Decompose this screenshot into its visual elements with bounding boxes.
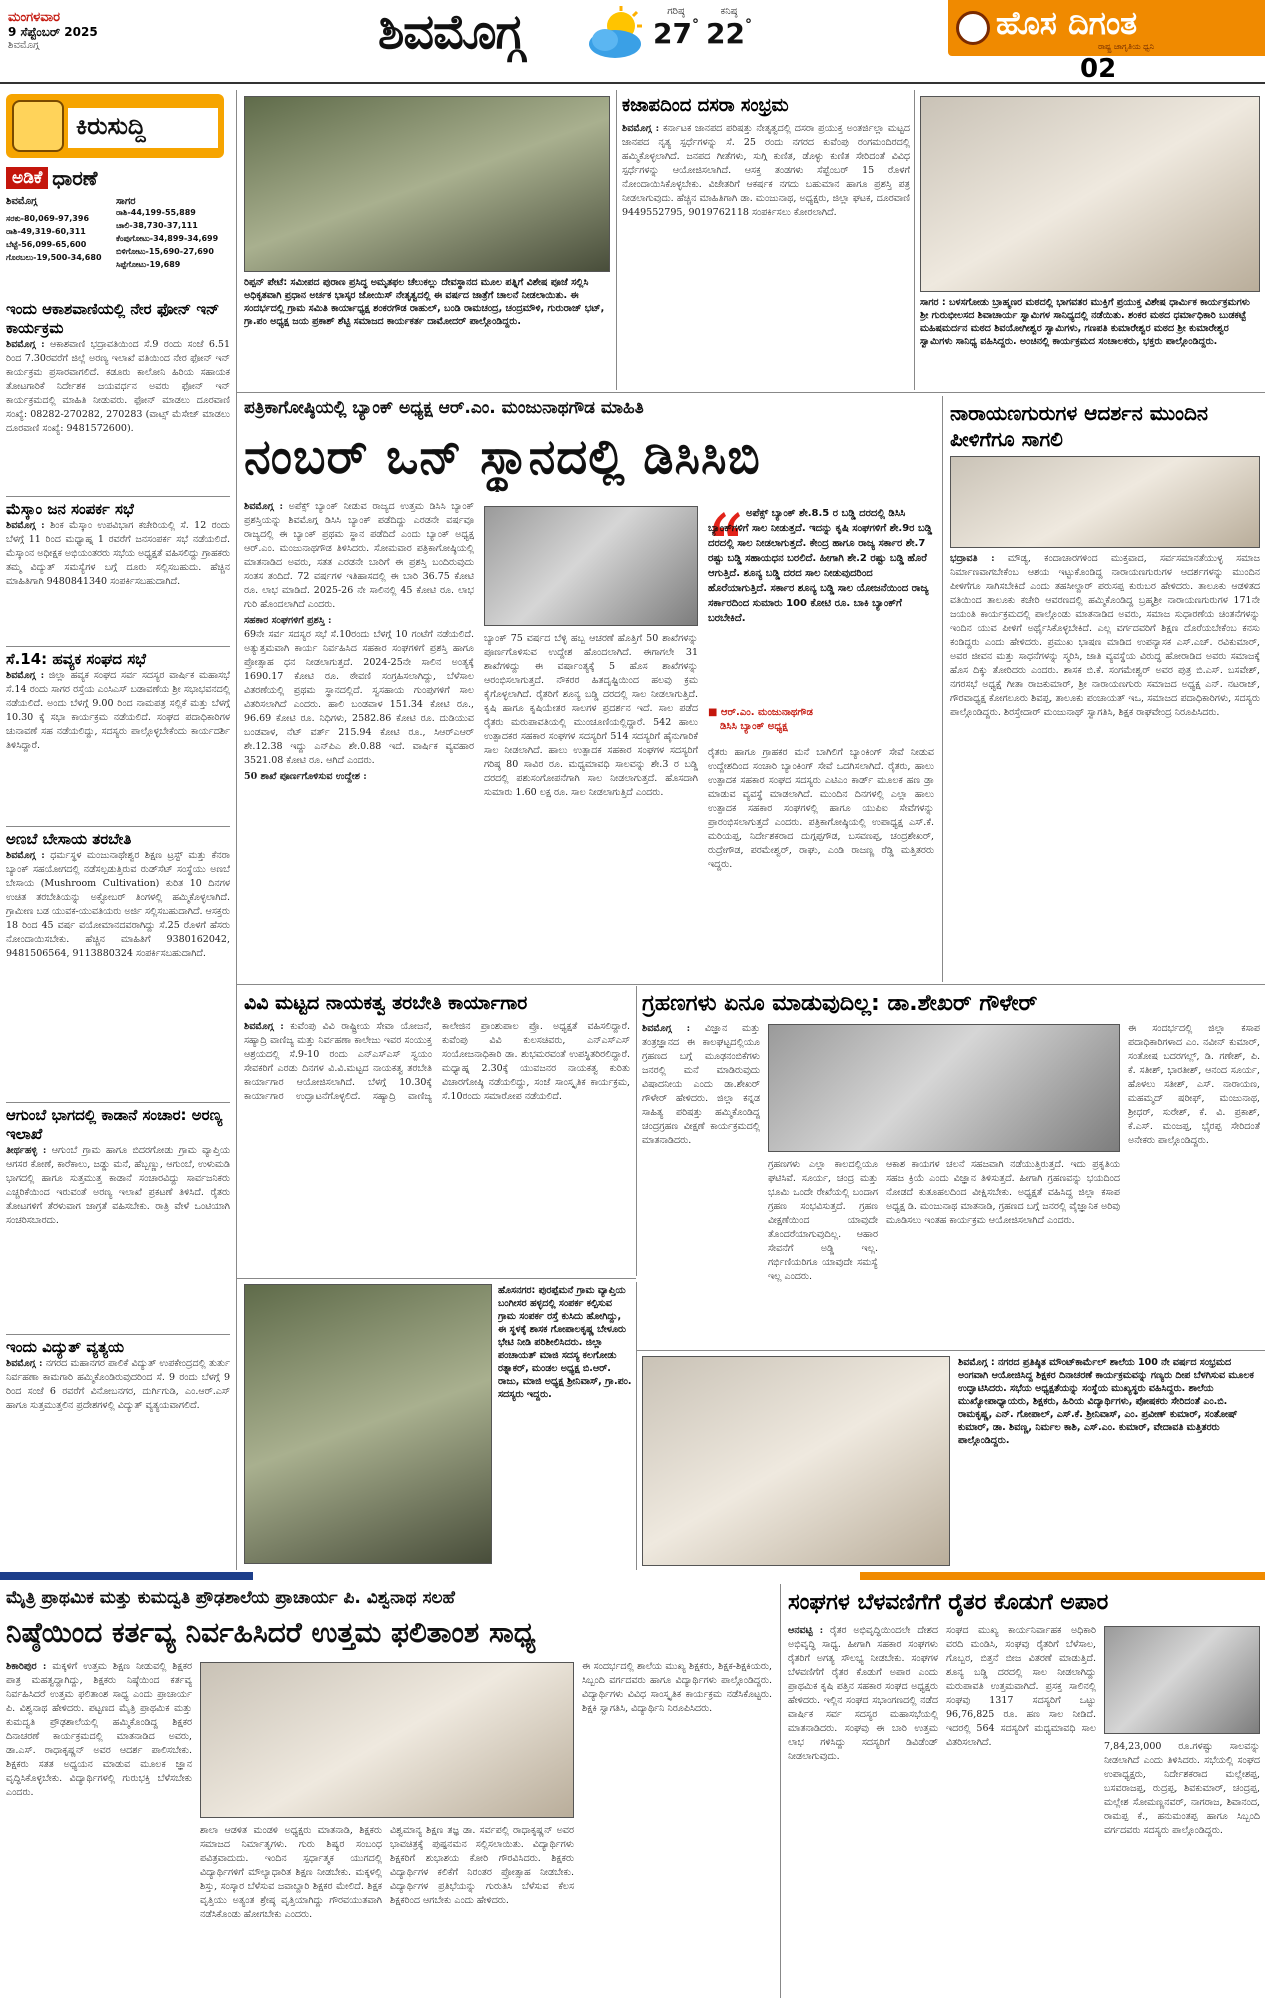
adike-price-box <box>6 166 230 292</box>
brief-text: ಆಕಾಶವಾಣಿ ಭದ್ರಾವತಿಯಿಂದ ಸೆ.9 ರಂದು ಸಂಜೆ 6.51 ರಿಂದ 7.30ರವರೆಗೆ ಜಿಲ್ಲೆ ಅರಣ್ಯ ಇಲಾಖೆ ವತಿಯಿಂದ ನೇರ ಫೋನ್ ಇನ್ ಕಾರ್ಯಕ್ರಮ ಪ್ರಸಾರವಾಗಲಿದೆ. ಕಡೂರು ಕಾಲೋನಿ ಹಿರಿಯ ಸಹಾಯಕ ತೋಟಗಾರಿಕೆ ನಿರ್ದೇಶಕ ಜಯವರ್ಧನ ಅವರು ಫೋನ್ ಇನ್ ಕಾರ್ಯಕ್ರಮದಲ್ಲಿ ಮಾಹಿತಿ ನೀಡುವರು. ಫೋನ್ ಮಾಡಲು ದೂರವಾಣಿ ಸಂಖ್ಯೆ: 08282-270282, 270283 (ವಾಟ್ಸ್ ಮೆಸೇಜ್ ಮಾಡಲು ದೂರವಾಣಿ ಸಂಖ್ಯೆ: 9481572600). <box>6 339 230 434</box>
hand-icon <box>12 100 64 152</box>
dccb-kicker: ಪತ್ರಿಕಾಗೋಷ್ಠಿಯಲ್ಲಿ ಬ್ಯಾಂಕ್ ಅಧ್ಯಕ್ಷ ಆರ್.ಎಂ. ಮಂಜುನಾಥಗೌಡ ಮಾಹಿತಿ <box>244 398 644 418</box>
maitri-text3: ವಿಶ್ವಮಾನ್ಯ ಶಿಕ್ಷಣ ತಜ್ಞ ಡಾ. ಸರ್ವಪಲ್ಲಿ ರಾಧಾಕೃಷ್ಣನ್ ಅವರ ಭಾವಚಿತ್ರಕ್ಕೆ ಪುಷ್ಪನಮನ ಸಲ್ಲಿಸಲಾಯಿತು. ವಿದ್ಯಾರ್ಥಿಗಳು ಶಿಕ್ಷಕರಿಗೆ ಶುಭಾಶಯ ಕೋರಿ ಗೌರವಿಸಿದರು. ಶಿಕ್ಷಕರು ವಿದ್ಯಾರ್ಥಿಗಳ ಕಲಿಕೆಗೆ ನಿರಂತರ ಪ್ರೋತ್ಸಾಹ ನೀಡಬೇಕು. ವಿದ್ಯಾರ್ಥಿಗಳ ಪ್ರತಿಭೆಯನ್ನು ಗುರುತಿಸಿ ಬೆಳೆಸುವ ಕೆಲಸ ಶಿಕ್ಷಕರಿಂದ ಆಗಬೇಕು ಎಂದು ಹೇಳಿದರು. <box>390 1825 574 1906</box>
dccb-sub1: ಸಹಕಾರ ಸಂಘಗಳಿಗೆ ಪ್ರಶಸ್ತಿ : <box>244 615 332 626</box>
city-title: ಶಿವಮೊಗ್ಗ <box>378 4 524 60</box>
school-event-photo <box>642 1356 950 1566</box>
hosanagara-caption: ಹೊಸನಗರ: ಪುರಪ್ಪೆಮನೆ ಗ್ರಾಮ ವ್ಯಾಪ್ತಿಯ ಬಂಗೀಸರ ಹಳ್ಳದಲ್ಲಿ ಸಂಪರ್ಕ ಕಲ್ಪಿಸುವ ಗ್ರಾಮ ಸಂಪರ್ಕ ರಸ್ತೆ ಕುಸಿದು ಹೋಗಿದ್ದು, ಈ ಸ್ಥಳಕ್ಕೆ ಶಾಸಕ ಗೋಪಾಲಕೃಷ್ಣ ಬೇಳೂರು ಭೇಟಿ ನೀಡಿ ಪರಿಶೀಲಿಸಿದರು. ಜಿಲ್ಲಾ ಪಂಚಾಯತ್ ಮಾಜಿ ಸದಸ್ಯ ಕಲಗೋಡು ರತ್ನಾಕರ್, ಮಂಡಲ ಅಧ್ಯಕ್ಷ ಬಿ.ಆರ್. ರಾಜು, ಮಾಜಿ ಅಧ್ಯಕ್ಷ ಶ್ರೀನಿವಾಸ್, ಗ್ರಾ.ಪಂ. ಸದಸ್ಯರು ಇದ್ದರು. <box>498 1285 632 1400</box>
brief-title: ಆಗುಂಬೆ ಭಾಗದಲ್ಲಿ ಕಾಡಾನೆ ಸಂಚಾರ: ಅರಣ್ಯ ಇಲಾಖೆ <box>6 1106 223 1143</box>
maitri-col3 <box>390 1824 574 1994</box>
dateline <box>8 10 208 70</box>
maitri-kicker: ಮೈತ್ರಿ ಪ್ರಾಥಮಿಕ ಮತ್ತು ಕುಮದ್ವತಿ ಪ್ರೌಢಶಾಲೆಯ ಪ್ರಾಚಾರ್ಯ ಪಿ. ವಿಶ್ವನಾಥ ಸಲಹೆ <box>6 1588 455 1608</box>
adike-row: ಚಾಲಿ-38,730-37,111 <box>116 221 198 230</box>
brief-lead: ಶಿವಮೊಗ್ಗ : <box>6 670 45 681</box>
adike-row: ಗೊರಬಲು-19,500-34,680 <box>6 253 102 262</box>
sagara-photo <box>920 96 1260 292</box>
dccb-quote-by <box>708 706 934 738</box>
paper-tagline: ರಾಷ್ಟ್ರ ಜಾಗೃತಿಯ ಧ್ವನಿ <box>1098 42 1155 51</box>
brief-title: ಇಂದು ಆಕಾಶವಾಣಿಯಲ್ಲಿ ನೇರ ಫೋನ್ ಇನ್ ಕಾರ್ಯಕ್ರಮ <box>6 300 220 337</box>
paper-name: ಹೊಸ ದಿಗಂತ <box>996 4 1138 42</box>
narayana-text: ಮೌಡ್ಯ, ಕಂದಾಚಾರಗಳಿಂದ ಮುಕ್ತವಾದ, ಸರ್ವಸಮಾನತೆಯುಳ್ಳ ಸಮಾಜ ನಿರ್ಮಾಣವಾಗಬೇಕೆಂಬ ಆಶಯ ಇಟ್ಟುಕೊಂಡಿದ್ದ ನಾರಾಯಣಗುರುಗಳ ಆದರ್ಶಗಳನ್ನು ಮುಂದಿನ ಪೀಳಿಗೆಗೂ ಸಾಗಿಸಬೇಕಿದೆ ಎಂದು ತಹಸೀಲ್ದಾರ್ ಪರುಸಪ್ಪ ಕುರುಬರ ಹೇಳಿದರು. ತಾಲೂಕು ಆಡಳಿತದ ವತಿಯಿಂದ ತಾಲೂಕು ಕಚೇರಿ ಆವರಣದಲ್ಲಿ ಹಮ್ಮಿಕೊಂಡಿದ್ದ ಬ್ರಹ್ಮಶ್ರೀ ನಾರಾಯಣಗುರುಗಳ 171ನೇ ಜಯಂತಿ ಕಾರ್ಯಕ್ರಮದಲ್ಲಿ ಪಾಲ್ಗೊಂಡು ಮಾತನಾಡಿದ ಅವರು, ಸಮಾಜ ಸುಧಾರಣೆಯ ಚಿಂತನೆಗಳನ್ನು ಇಂದಿನ ಯುವ ಪೀಳಿಗೆ ಅರ್ಥೈಸಿಕೊಳ್ಳಬೇಕಿದೆ. ಎಲ್ಲ ವರ್ಗದವರಿಗೆ ಶಿಕ್ಷಣ ದೊರೆಯಬೇಕೆಂಬ ಕನಸು ಕಂಡಿದ್ದರು ಎಂದು ಹೇಳಿದರು. ಪ್ರಮುಖ ಭಾಷಣ ಮಾಡಿದ ಉಪನ್ಯಾಸಕ ಎಸ್.ಎಚ್. ರವಿಕುಮಾರ್, ಅವರ ಜೀವನ ಮತ್ತು ಸಾಧನೆಗಳನ್ನು ಸ್ಮರಿಸಿ, ಜಾತಿ ವ್ಯವಸ್ಥೆಯ ವಿರುದ್ಧ ಹೋರಾಡಿದ ಅವರು ಸಮಾಜಕ್ಕೆ ಹೊಸ ದಿಕ್ಕು ತೋರಿದರು ಎಂದರು. ಶಾಸಕ ಬಿ.ಕೆ. ಸಂಗಮೇಶ್ವರ್ ಅವರ ಪುತ್ರ ಬಿ.ಎಸ್. ಬಸವೇಶ್, ನಗರಸಭೆ ಅಧ್ಯಕ್ಷೆ ಗೀತಾ ರಾಜಕುಮಾರ್, ಶ್ರೀ ನಾರಾಯಣಗುರು ಸಮಾಜದ ಅಧ್ಯಕ್ಷ ಎನ್. ನಟರಾಜ್, ಗೌರವಾಧ್ಯಕ್ಷ ಕೋಗಲೂರು ಶಿವಪ್ಪ, ತಾಲೂಕು ಪಂಚಾಯತ್ ಇಒ, ಸಮಾಜದ ಪದಾಧಿಕಾರಿಗಳು, ಸದಸ್ಯರು ಪಾಲ್ಗೊಂಡಿದ್ದರು. ಶಿರಸ್ತೇದಾರ್ ಮಂಜುನಾಥ್ ಸ್ವಾಗತಿಸಿ, ಶಿಕ್ಷಕ ರಾಘವೇಂದ್ರ ನಿರೂಪಿಸಿದರು. <box>950 553 1260 718</box>
narayana-lead: ಭದ್ರಾವತಿ : <box>950 553 995 564</box>
max-temp: 27 <box>653 17 692 50</box>
brief-1 <box>6 300 230 496</box>
school-event-caption: ಶಿವಮೊಗ್ಗ : ನಗರದ ಪ್ರತಿಷ್ಠಿತ ಮೌಂಟ್‌ಕಾರ್ಮೆಲ್ ಶಾಲೆಯ 100 ನೇ ವರ್ಷದ ಸಂಭ್ರಮದ ಅಂಗವಾಗಿ ಆಯೋಜಿಸಿದ್ದ ಶಿಕ್ಷಕರ ದಿನಾಚರಣೆ ಕಾರ್ಯಕ್ರಮವನ್ನು ಗಣ್ಯರು ದೀಪ ಬೆಳಗಿಸುವ ಮೂಲಕ ಉದ್ಘಾಟಿಸಿದರು. ಸಭೆಯ ಅಧ್ಯಕ್ಷತೆಯನ್ನು ಸಂಸ್ಥೆಯ ಮುಖ್ಯಸ್ಥರು ವಹಿಸಿದ್ದರು. ಶಾಲೆಯ ಮುಖ್ಯೋಪಾಧ್ಯಾಯರು, ಶಿಕ್ಷಕರು, ಹಿರಿಯ ವಿದ್ಯಾರ್ಥಿಗಳು, ಪೋಷಕರು ಸೇರಿದಂತೆ ಎಂ.ಬಿ. ರಾಮಕೃಷ್ಣ, ಎನ್. ಗೋಪಾಲ್, ಎಸ್.ಕೆ. ಶ್ರೀನಿವಾಸ್, ಎಂ. ಪ್ರವೀಣ್ ಕುಮಾರ್, ಸಂತೋಷ್ ಕುಮಾರ್, ಡಾ. ಶಿವಣ್ಣ, ನಿರ್ಮಲ ಕಾಶಿ, ಎಸ್.ಎಂ. ಕುಮಾರ್, ವೇದಾವತಿ ಮತ್ತಿತರರು ಪಾಲ್ಗೊಂಡಿದ್ದರು. <box>958 1357 1254 1446</box>
maitri-col4 <box>582 1660 772 1994</box>
brief-lead: ಶಿವಮೊಗ್ಗ : <box>6 339 45 350</box>
narayana-title: ನಾರಾಯಣಗುರುಗಳ ಆದರ್ಶನ ಮುಂದಿನ ಪೀಳಿಗೆಗೂ ಸಾಗಲಿ <box>950 401 1208 451</box>
min-degree: ° <box>744 17 752 33</box>
ripponpete-photo <box>244 96 610 272</box>
dccb-col3 <box>708 746 934 976</box>
sanghagala-title: ಸಂಘಗಳ ಬೆಳವಣಿಗೆಗೆ ರೈತರ ಕೊಡುಗೆ ಅಪಾರ <box>788 1590 1109 1615</box>
quote-by-name: ■ ಆರ್.ಎಂ. ಮಂಜುನಾಥಗೌಡ <box>708 707 813 718</box>
section-divider <box>0 1572 1265 1580</box>
weather-max <box>652 6 700 66</box>
weather-min <box>705 6 753 66</box>
ripponpete-caption: ರಿಪ್ಪನ್ ಪೇಟೆ: ಸಮೀಪದ ಪುರಾಣ ಪ್ರಸಿದ್ಧ ಅಮೃತಫಲ ಚೆಲುಕಲ್ಲು ದೇವಸ್ಥಾನದ ಮೂಲ ಪತ್ನಿಗೆ ವಿಶೇಷ ಪೂಜೆ ಸಲ್ಲಿಸಿ ಅಧಿಕೃತವಾಗಿ ಪ್ರಧಾನ ಅರ್ಚಕ ಭಾಸ್ಕರ ಜೋಯಿಸ್ ನೇತೃತ್ವದಲ್ಲಿ ಈ ವರ್ಷದ ಜಾತ್ರೆಗೆ ಚಾಲನೆ ನೀಡಲಾಯಿತು. ಈ ಸಂದರ್ಭದಲ್ಲಿ ಗ್ರಾಮ ಸಮಿತಿ ಕಾರ್ಯಾಧ್ಯಕ್ಷ ಶಂಕರಗೌಡ ರಾಹುಲ್, ಬಂಡಿ ರಾಮಚಂದ್ರ, ಚಂದ್ರಮೌಳಿ, ಗುರುರಾಜ್ ಭಟ್, ಗ್ರಾ.ಪಂ ಅಧ್ಯಕ್ಷ ಜಯ ಪ್ರಕಾಶ್ ಶೆಟ್ಟಿ ಸಮಾಜದ ಕಾರ್ಯಕರ್ತ ದಾಮೋದರ್ ಪಾಲ್ಗೊಂಡಿದ್ದರು. <box>244 277 605 327</box>
sanghagala-text2: ಸಂಘದ ಮುಖ್ಯ ಕಾರ್ಯನಿರ್ವಾಹಕ ಅಧಿಕಾರಿ ವರದಿ ಮಂಡಿಸಿ, ಸಂಘವು ರೈತರಿಗೆ ಬೆಳೆಸಾಲ, ಗೊಬ್ಬರ, ಬಿತ್ತನೆ ಬೀಜ ವಿತರಣೆ ಮಾಡುತ್ತಿದೆ. ಶೂನ್ಯ ಬಡ್ಡಿ ದರದಲ್ಲಿ ಸಾಲ ನೀಡಲಾಗಿದ್ದು ಮರುಪಾವತಿ ಉತ್ತಮವಾಗಿದೆ. ಪ್ರಸಕ್ತ ಸಾಲಿನಲ್ಲಿ ಸಂಘವು 1317 ಸದಸ್ಯರಿಗೆ ಒಟ್ಟು 96,76,825 ರೂ. ಹಣ ಸಾಲ ನೀಡಿದೆ. ಇದರಲ್ಲಿ 564 ಸದಸ್ಯರಿಗೆ ಮಧ್ಯಮಾವಧಿ ಸಾಲ ವಿತರಿಸಲಾಗಿದೆ. <box>946 1625 1096 1748</box>
masthead <box>0 0 1265 82</box>
sanghagala-text1: ರೈತರ ಅಭಿವೃದ್ಧಿಯಿಂದಲೇ ದೇಶದ ಅಭಿವೃದ್ಧಿ ಸಾಧ್ಯ. ಹೀಗಾಗಿ ಸಹಕಾರ ಸಂಘಗಳು ರೈತರಿಗೆ ಅಗತ್ಯ ಸೌಲಭ್ಯ ನೀಡಬೇಕು. ಸಂಘಗಳ ಬೆಳವಣಿಗೆಗೆ ರೈತರ ಕೊಡುಗೆ ಅಪಾರ ಎಂದು ಪ್ರಾಥಮಿಕ ಕೃಷಿ ಪತ್ತಿನ ಸಹಕಾರ ಸಂಘದ ಅಧ್ಯಕ್ಷರು ಹೇಳಿದರು. ಇಲ್ಲಿನ ಸಂಘದ ಸಭಾಂಗಣದಲ್ಲಿ ನಡೆದ ವಾರ್ಷಿಕ ಸರ್ವ ಸದಸ್ಯರ ಮಹಾಸಭೆಯಲ್ಲಿ ಮಾತನಾಡಿದರು. ಸಂಘವು ಈ ಬಾರಿ ಉತ್ತಮ ಲಾಭ ಗಳಿಸಿದ್ದು ಸದಸ್ಯರಿಗೆ ಡಿವಿಡೆಂಡ್ ನೀಡಲಾಗುವುದು. <box>788 1625 938 1762</box>
brief-title: ಸೆ.14: ಹವ್ಯಕ ಸಂಘದ ಸಭೆ <box>6 650 147 668</box>
left-news-column <box>6 300 230 1568</box>
adike-right-list <box>116 206 230 292</box>
page-number: 02 <box>1080 54 1117 82</box>
brief-5 <box>6 1102 230 1334</box>
grahana-text2: ಗ್ರಹಣಗಳು ಎಲ್ಲಾ ಕಾಲದಲ್ಲಿಯೂ ಘಟಿಸಿವೆ. ಸೂರ್ಯ, ಚಂದ್ರ ಮತ್ತು ಭೂಮಿ ಒಂದೇ ರೇಖೆಯಲ್ಲಿ ಬಂದಾಗ ಗ್ರಹಣ ಸಂಭವಿಸುತ್ತದೆ. ಗ್ರಹಣ ವೀಕ್ಷಣೆಯಿಂದ ಯಾವುದೇ ತೊಂದರೆಯಾಗುವುದಿಲ್ಲ. ಆಹಾರ ಸೇವನೆಗೆ ಅಡ್ಡಿ ಇಲ್ಲ. ಗರ್ಭಿಣಿಯರಿಗೂ ಯಾವುದೇ ಸಮಸ್ಯೆ ಇಲ್ಲ ಎಂದರು. <box>768 1159 878 1282</box>
dccb-sub2: 50 ಶಾಖೆ ಪೂರ್ಣಗೊಳಿಸುವ ಉದ್ದೇಶ : <box>244 771 367 782</box>
brief-text: ನಗರದ ಮಹಾನಗರ ಪಾಲಿಕೆ ವಿದ್ಯುತ್ ಉಪಕೇಂದ್ರದಲ್ಲಿ ತುರ್ತು ನಿರ್ವಹಣಾ ಕಾಮಗಾರಿ ಹಮ್ಮಿಕೊಂಡಿರುವುದರಿಂದ ಸೆ. 9 ರಂದು ಬೆಳಗ್ಗೆ 9 ರಿಂದ ಸಂಜೆ 6 ರವರೆಗೆ ವಿನೋಬನಗರ, ದುರ್ಗಿಗುಡಿ, ಎಂ.ಆರ್.ಎಸ್ ಹಾಗೂ ಸುತ್ತಮುತ್ತಲಿನ ಪ್ರದೇಶಗಳಲ್ಲಿ ವಿದ್ಯುತ್ ವ್ಯತ್ಯಯವಾಗಲಿದೆ. <box>6 1358 230 1411</box>
dateline-day: ಮಂಗಳವಾರ <box>8 10 61 25</box>
max-label: ಗರಿಷ್ಠ <box>667 6 685 17</box>
adike-title-b: ಧಾರಣೆ <box>52 166 98 190</box>
dccb-col2 <box>484 632 698 976</box>
dccb-headline: ನಂಬರ್ ಒನ್ ಸ್ಥಾನದಲ್ಲಿ ಡಿಸಿಸಿಬಿ <box>244 429 761 485</box>
dccb-text2: 69ನೇ ಸರ್ವ ಸದಸ್ಯರ ಸಭೆ ಸೆ.10ರಂದು ಬೆಳಗ್ಗೆ 10 ಗಂಟೆಗೆ ನಡೆಯಲಿದೆ. ಅತ್ಯುತ್ತಮವಾಗಿ ಕಾರ್ಯ ನಿರ್ವಹಿಸಿದ ಸಹಕಾರ ಸಂಘಗಳಿಗೆ ಪ್ರಶಸ್ತಿ ಹಾಗೂ ಪ್ರೋತ್ಸಾಹ ಧನ ನೀಡಲಾಗುತ್ತದೆ. 2024-25ನೇ ಸಾಲಿನ ಅಂತ್ಯಕ್ಕೆ 1690.17 ಕೋಟಿ ರೂ. ಠೇವಣಿ ಸಂಗ್ರಹಿಸಲಾಗಿದ್ದು, ಬೆಳೆಸಾಲ ವಿತರಣೆಯಲ್ಲಿ ಪ್ರಥಮ ಸ್ಥಾನದಲ್ಲಿದೆ. ಸ್ವಸಹಾಯ ಗುಂಪುಗಳಿಗೆ ಸಾಲ ವಿತರಿಸಲಾಗಿದೆ ಎಂದರು. ಹಾಲಿ ಬಂಡವಾಳ 151.34 ಕೋಟಿ ರೂ., 96.69 ಕೋಟಿ ರೂ. ನಿಧಿಗಳು, 2582.86 ಕೋಟಿ ರೂ. ದುಡಿಯುವ ಬಂಡವಾಳ, ನೆಟ್ ವರ್ತ್ 215.94 ಕೋಟಿ ರೂ., ಸಿಆರ್‌ಎಆರ್ ಶೇ.12.38 ಇದ್ದು ಎನ್‌ಪಿಎ ಶೇ.0.88 ಇದೆ. ವಾರ್ಷಿಕ ವ್ಯವಹಾರ 3521.08 ಕೋಟಿ ರೂ. ಆಗಿದೆ ಎಂದರು. <box>244 629 474 766</box>
maitri-col1 <box>6 1660 192 1994</box>
dasara-story <box>622 94 910 388</box>
weather-cloud-icon <box>585 6 645 62</box>
grahana-col2 <box>768 1158 878 1342</box>
adike-col2-head: ಸಾಗರ <box>116 196 136 207</box>
adike-left-list <box>6 212 116 292</box>
grahana-col3 <box>886 1158 1120 1342</box>
grahana-story <box>642 990 1260 1346</box>
brief-lead: ಶಿವಮೊಗ್ಗ : <box>6 1358 43 1369</box>
sanghagala-photo <box>1104 1626 1260 1734</box>
dccb-text3: ಬ್ಯಾಂಕ್ 75 ವರ್ಷದ ಬೆಳ್ಳಿ ಹಬ್ಬ ಆಚರಣೆ ಹೊತ್ತಿಗೆ 50 ಶಾಖೆಗಳನ್ನು ಪೂರ್ಣಗೊಳಿಸುವ ಉದ್ದೇಶ ಹೊಂದಲಾಗಿದೆ. ಈಗಾಗಲೇ 31 ಶಾಖೆಗಳಿದ್ದು ಈ ವರ್ಷಾಂತ್ಯಕ್ಕೆ 5 ಹೊಸ ಶಾಖೆಗಳನ್ನು ಆರಂಭಿಸಲಾಗುತ್ತದೆ. ನೌಕರರ ಹಿತದೃಷ್ಟಿಯಿಂದ ಹಲವು ಕ್ರಮ ಕೈಗೊಳ್ಳಲಾಗಿದೆ. ರೈತರಿಗೆ ಶೂನ್ಯ ಬಡ್ಡಿ ದರದಲ್ಲಿ ಸಾಲ ನೀಡಲಾಗುತ್ತಿದೆ. ಕೃಷಿ ಹಾಗೂ ಕೃಷಿಯೇತರ ಸಾಲಗಳ ಪ್ರದರ್ಶನ ಇದೆ. ಸಾಲ ಪಡೆದ ರೈತರು ಮರುಪಾವತಿಯಲ್ಲಿ ಮುಂಚೂಣಿಯಲ್ಲಿದ್ದಾರೆ. 542 ಹಾಲು ಉತ್ಪಾದಕರ ಸಹಕಾರ ಸಂಘಗಳ ಸದಸ್ಯರಿಗೆ 514 ಸದಸ್ಯರಿಗೆ ಹೈನುಗಾರಿಕೆ ಸಾಲ ನೀಡಲಾಗಿದೆ. ಹಾಲು ಉತ್ಪಾದಕ ಸಹಕಾರ ಸಂಘಗಳ ಸದಸ್ಯರಿಗೆ ಗರಿಷ್ಠ 80 ಸಾವಿರ ರೂ. ಮಧ್ಯಮಾವಧಿ ಸಾಲವನ್ನು ಶೇ.3 ರ ಬಡ್ಡಿ ದರದಲ್ಲಿ ಪಶುಸಂಗೋಪನೆಗಾಗಿ ಸಾಲ ನೀಡಲಾಗುತ್ತದೆ. ಹೊಸದಾಗಿ ಸುಮಾರು 1.60 ಲಕ್ಷ ರೂ. ಸಾಲ ನೀಡಲಾಗುತ್ತಿದೆ ಎಂದರು. <box>484 633 698 798</box>
brief-title: ಅಣಬೆ ಬೇಸಾಯ ತರಬೇತಿ <box>6 830 132 848</box>
adike-row: ರಾಶಿ-44,199-55,889 <box>116 208 196 217</box>
max-degree: ° <box>691 17 699 33</box>
sanghagala-story <box>788 1588 1260 1994</box>
maitri-text4: ಈ ಸಂದರ್ಭದಲ್ಲಿ ಶಾಲೆಯ ಮುಖ್ಯ ಶಿಕ್ಷಕರು, ಶಿಕ್ಷಕ-ಶಿಕ್ಷಕಿಯರು, ಸಿಬ್ಬಂದಿ ವರ್ಗದವರು ಹಾಗೂ ವಿದ್ಯಾರ್ಥಿಗಳು ಪಾಲ್ಗೊಂಡಿದ್ದರು. ವಿದ್ಯಾರ್ಥಿಗಳು ವಿವಿಧ ಸಾಂಸ್ಕೃತಿಕ ಕಾರ್ಯಕ್ರಮ ನಡೆಸಿಕೊಟ್ಟರು. ಶಿಕ್ಷಕಿ ಸ್ವಾಗತಿಸಿ, ವಿದ್ಯಾರ್ಥಿನಿ ನಿರೂಪಿಸಿದರು. <box>582 1661 772 1714</box>
adike-row: ಬಿಳಿಗೋಟು-15,690-27,690 <box>116 247 214 256</box>
grahana-title: ಗ್ರಹಣಗಳು ಏನೂ ಮಾಡುವುದಿಲ್ಲ: ಡಾ.ಶೇಖರ್ ಗೌಳೇರ್ <box>642 991 1038 1016</box>
narayana-photo <box>950 456 1260 548</box>
adike-row: ಸಿಪ್ಪೆಗೋಟು-19,689 <box>116 260 181 269</box>
brief-lead: ತೀರ್ಥಹಳ್ಳಿ : <box>6 1145 47 1156</box>
maitri-photo <box>200 1662 574 1818</box>
maitri-text2: ಶಾಲಾ ಆಡಳಿತ ಮಂಡಳಿ ಅಧ್ಯಕ್ಷರು ಮಾತನಾಡಿ, ಶಿಕ್ಷಕರು ಸಮಾಜದ ನಿರ್ಮಾತೃಗಳು. ಗುರು ಶಿಷ್ಯರ ಸಂಬಂಧ ಪವಿತ್ರವಾದುದು. ಇಂದಿನ ಸ್ಪರ್ಧಾತ್ಮಕ ಯುಗದಲ್ಲಿ ವಿದ್ಯಾರ್ಥಿಗಳಿಗೆ ಮೌಲ್ಯಾಧಾರಿತ ಶಿಕ್ಷಣ ನೀಡಬೇಕು. ಮಕ್ಕಳಲ್ಲಿ ಶಿಸ್ತು, ಸಂಸ್ಕಾರ ಬೆಳೆಸುವ ಜವಾಬ್ದಾರಿ ಶಿಕ್ಷಕರ ಮೇಲಿದೆ. ಶಿಕ್ಷಕ ವೃತ್ತಿಯು ಅತ್ಯಂತ ಶ್ರೇಷ್ಠ ವೃತ್ತಿಯಾಗಿದ್ದು ಗೌರವಯುತವಾಗಿ ನಡೆಸಿಕೊಂಡು ಹೋಗಬೇಕು ಎಂದರು. <box>200 1825 382 1920</box>
logo-emblem-icon <box>956 11 990 45</box>
dasara-text: ಕರ್ನಾಟಕ ಜಾನಪದ ಪರಿಷತ್ತು ನೇತೃತ್ವದಲ್ಲಿ ದಸರಾ ಪ್ರಯುಕ್ತ ಅಂತರ್ಜಿಲ್ಲಾ ಮಟ್ಟದ ಜಾನಪದ ನೃತ್ಯ ಸ್ಪರ್ಧೆಗಳನ್ನು ಸೆ. 25 ರಂದು ನಗರದ ಕುವೆಂಪು ರಂಗಮಂದಿರದಲ್ಲಿ ಹಮ್ಮಿಕೊಳ್ಳಲಾಗಿದೆ. ಜನಪದ ಗೀತೆಗಳು, ಸುಗ್ಗಿ ಕುಣಿತ, ಡೊಳ್ಳು ಕುಣಿತ ಸೇರಿದಂತೆ ವಿವಿಧ ಸ್ಪರ್ಧೆಗಳನ್ನು ಆಯೋಜಿಸಲಾಗಿದೆ. ಆಸಕ್ತ ತಂಡಗಳು ಸೆಪ್ಟೆಂಬರ್ 15 ರೊಳಗೆ ನೋಂದಾಯಿಸಿಕೊಳ್ಳಬೇಕು. ವಿಜೇತರಿಗೆ ಆಕರ್ಷಕ ನಗದು ಬಹುಮಾನ ಹಾಗೂ ಪ್ರಶಸ್ತಿ ಪತ್ರ ನೀಡಲಾಗುವುದು. ಹೆಚ್ಚಿನ ಮಾಹಿತಿಗಾಗಿ ಡಾ. ಮಂಜುನಾಥ, ಅಧ್ಯಕ್ಷರು, ಜಿಲ್ಲಾ ಘಟಕ, ದೂರವಾಣಿ 9449552795, 9019762118 ಸಂಪರ್ಕಿಸಲು ಕೋರಲಾಗಿದೆ. <box>622 123 910 218</box>
grahana-text1: ವಿಜ್ಞಾನ ಮತ್ತು ತಂತ್ರಜ್ಞಾನದ ಈ ಕಾಲಘಟ್ಟದಲ್ಲಿಯೂ ಗ್ರಹಣದ ಬಗ್ಗೆ ಮೂಢನಂಬಿಕೆಗಳು ಜನರಲ್ಲಿ ಮನೆ ಮಾಡಿರುವುದು ವಿಷಾದನೀಯ ಎಂದು ಡಾ.ಶೇಖರ್ ಗೌಳೇರ್ ಹೇಳಿದರು. ಜಿಲ್ಲಾ ಕನ್ನಡ ಸಾಹಿತ್ಯ ಪರಿಷತ್ತು ಹಮ್ಮಿಕೊಂಡಿದ್ದ ಚಂದ್ರಗ್ರಹಣ ವೀಕ್ಷಣೆ ಕಾರ್ಯಕ್ರಮದಲ್ಲಿ ಮಾತನಾಡಿದರು. <box>642 1023 760 1146</box>
brief-3 <box>6 646 230 826</box>
vivi-title: ವಿವಿ ಮಟ್ಟದ ನಾಯಕತ್ವ ತರಬೇತಿ ಕಾರ್ಯಾಗಾರ <box>244 992 528 1014</box>
dccb-text1: ಅಪೆಕ್ಸ್ ಬ್ಯಾಂಕ್ ನೀಡುವ ರಾಜ್ಯದ ಉತ್ತಮ ಡಿಸಿಸಿ ಬ್ಯಾಂಕ್ ಪ್ರಶಸ್ತಿಯನ್ನು ಶಿವಮೊಗ್ಗ ಡಿಸಿಸಿ ಬ್ಯಾಂಕ್ ಪಡೆದಿದ್ದು ಎರಡನೇ ವರ್ಷವೂ ರಾಜ್ಯದಲ್ಲಿ ಈ ಬ್ಯಾಂಕ್ ಪ್ರಥಮ ಸ್ಥಾನ ಪಡೆದಿದೆ ಎಂದು ಬ್ಯಾಂಕ್ ಅಧ್ಯಕ್ಷ ಆರ್.ಎಂ. ಮಂಜುನಾಥಗೌಡ ತಿಳಿಸಿದರು. ಸೋಮವಾರ ಪತ್ರಿಕಾಗೋಷ್ಠಿಯಲ್ಲಿ ಮಾತನಾಡಿದ ಅವರು, ಸತತ ಎರಡನೇ ಬಾರಿಗೆ ಈ ಪ್ರಶಸ್ತಿ ಬಂದಿರುವುದು ಸಂತಸ ತಂದಿದೆ. 72 ವರ್ಷಗಳ ಇತಿಹಾಸದಲ್ಲಿ ಈ ಬಾರಿ 36.75 ಕೋಟಿ ರೂ. ಲಾಭ ಮಾಡಿದೆ. 2025-26 ನೇ ಸಾಲಿನಲ್ಲಿ 45 ಕೋಟಿ ರೂ. ಲಾಭ ಗುರಿ ಹೊಂದಲಾಗಿದೆ ಎಂದರು. <box>244 501 474 610</box>
dccb-text4: ರೈತರು ಹಾಗೂ ಗ್ರಾಹಕರ ಮನೆ ಬಾಗಿಲಿಗೆ ಬ್ಯಾಂಕಿಂಗ್ ಸೇವೆ ನೀಡುವ ಉದ್ದೇಶದಿಂದ ಸಂಚಾರಿ ಬ್ಯಾಂಕಿಂಗ್ ಸೇವೆ ಒದಗಿಸಲಾಗಿದೆ. ರೈತರು, ಹಾಲು ಉತ್ಪಾದಕ ಸಹಕಾರ ಸಂಘದ ಸದಸ್ಯರು ಎಟಿಎಂ ಕಾರ್ಡ್ ಮೂಲಕ ಹಣ ಡ್ರಾ ಮಾಡುವ ವ್ಯವಸ್ಥೆ ಮಾಡಲಾಗಿದೆ. ಮುಂದಿನ ದಿನಗಳಲ್ಲಿ ಎಲ್ಲಾ ಹಾಲು ಉತ್ಪಾದಕ ಸಹಕಾರ ಸಂಘಗಳಲ್ಲಿ ಹಾಗೂ ಯುಪಿಐ ಸೇವೆಗಳನ್ನು ಪ್ರಾರಂಭಿಸಲಾಗುತ್ತದೆ ಎಂದರು. ಪತ್ರಿಕಾಗೋಷ್ಠಿಯಲ್ಲಿ ಉಪಾಧ್ಯಕ್ಷ ಎಸ್.ಕೆ. ಮರಿಯಪ್ಪ, ನಿರ್ದೇಶಕರಾದ ದುಗ್ಗಪ್ಪಗೌಡ, ಬಸವಣಪ್ಪ, ಚಂದ್ರಶೇಖರ್, ರುದ್ರೇಗೌಡ, ಪರಮೇಶ್ವರ್, ರಾಘು, ಎಂಡಿ ರಾಜಣ್ಣ ರೆಡ್ಡಿ ಮತ್ತಿತರರು ಇದ್ದರು. <box>708 747 934 870</box>
kirusuddi-label: ಕಿರುಸುದ್ದಿ <box>68 108 218 148</box>
maitri-headline: ನಿಷ್ಠೆಯಿಂದ ಕರ್ತವ್ಯ ನಿರ್ವಹಿಸಿದರೆ ಉತ್ತಮ ಫಲಿತಾಂಶ ಸಾಧ್ಯ <box>6 1616 536 1649</box>
kirusuddi-banner <box>6 94 224 158</box>
dccb-lead: ಶಿವಮೊಗ್ಗ : <box>244 501 283 512</box>
paper-logo <box>948 0 1265 56</box>
hosanagara-photo <box>244 1284 492 1564</box>
adike-row: ಸರಕು-80,069-97,396 <box>6 214 90 223</box>
dccb-quote-box <box>708 506 934 740</box>
dasara-title: ಕಜಾಪದಿಂದ ದಸರಾ ಸಂಭ್ರಮ <box>622 95 789 116</box>
sanghagala-col3 <box>1104 1740 1260 1994</box>
brief-title: ಮೆಸ್ಕಾಂ ಜನ ಸಂಪರ್ಕ ಸಭೆ <box>6 500 134 518</box>
min-temp: 22 <box>706 17 745 50</box>
grahana-text3: ಆಕಾಶ ಕಾಯಗಳ ಚಲನೆ ಸಹಜವಾಗಿ ನಡೆಯುತ್ತಿರುತ್ತದೆ. ಇದು ಪ್ರಕೃತಿಯ ಸಹಜ ಕ್ರಿಯೆ ಎಂದು ವಿಜ್ಞಾನ ತಿಳಿಸುತ್ತದೆ. ಹೀಗಾಗಿ ಗ್ರಹಣವನ್ನು ಭಯದಿಂದ ನೋಡದೆ ಕುತೂಹಲದಿಂದ ವೀಕ್ಷಿಸಬೇಕು. ಅಧ್ಯಕ್ಷತೆ ವಹಿಸಿದ್ದ ಜಿಲ್ಲಾ ಕಸಾಪ ಅಧ್ಯಕ್ಷ ಡಿ. ಮಂಜುನಾಥ ಮಾತನಾಡಿ, ಗ್ರಹಣದ ಬಗ್ಗೆ ಜನರಲ್ಲಿ ವೈಜ್ಞಾನಿಕ ಅರಿವು ಮೂಡಿಸಲು ಇಂತಹ ಕಾರ್ಯಕ್ರಮ ಆಯೋಜಿಸಲಾಗಿದೆ ಎಂದರು. <box>886 1159 1120 1226</box>
maitri-text1: ಮಕ್ಕಳಿಗೆ ಉತ್ತಮ ಶಿಕ್ಷಣ ನೀಡುವಲ್ಲಿ ಶಿಕ್ಷಕರ ಪಾತ್ರ ಮಹತ್ವದ್ದಾಗಿದ್ದು, ಶಿಕ್ಷಕರು ನಿಷ್ಠೆಯಿಂದ ಕರ್ತವ್ಯ ನಿರ್ವಹಿಸಿದರೆ ಉತ್ತಮ ಫಲಿತಾಂಶ ಸಾಧ್ಯ ಎಂದು ಪ್ರಾಚಾರ್ಯ ಪಿ. ವಿಶ್ವನಾಥ ಹೇಳಿದರು. ಪಟ್ಟಣದ ಮೈತ್ರಿ ಪ್ರಾಥಮಿಕ ಮತ್ತು ಕುಮದ್ವತಿ ಪ್ರೌಢಶಾಲೆಯಲ್ಲಿ ಹಮ್ಮಿಕೊಂಡಿದ್ದ ಶಿಕ್ಷಕರ ದಿನಾಚರಣೆ ಕಾರ್ಯಕ್ರಮದಲ್ಲಿ ಮಾತನಾಡಿದ ಅವರು, ಡಾ.ಎಸ್. ರಾಧಾಕೃಷ್ಣನ್ ಅವರ ಆದರ್ಶ ಪಾಲಿಸಬೇಕು. ಶಿಕ್ಷಕರು ಸತತ ಅಧ್ಯಯನ ಮಾಡುವ ಮೂಲಕ ಜ್ಞಾನ ವೃದ್ಧಿಸಿಕೊಳ್ಳಬೇಕು. ವಿದ್ಯಾರ್ಥಿಗಳಲ್ಲಿ ಗುರುಭಕ್ತಿ ಬೆಳೆಸಬೇಕು ಎಂದರು. <box>6 1661 192 1798</box>
brief-lead: ಶಿವಮೊಗ್ಗ : <box>6 850 45 861</box>
quote-by-role: ಡಿಸಿಸಿ ಬ್ಯಾಂಕ್ ಅಧ್ಯಕ್ಷ <box>720 721 788 732</box>
dateline-date: 9 ಸೆಪ್ಟೆಂಬರ್ 2025 <box>8 25 98 39</box>
dateline-place: ಶಿವಮೊಗ್ಗ <box>8 40 40 51</box>
brief-title: ಇಂದು ವಿದ್ಯುತ್ ವ್ಯತ್ಯಯ <box>6 1338 125 1356</box>
sanghagala-text3: 7,84,23,000 ರೂ.ಗಳಷ್ಟು ಸಾಲವನ್ನು ನೀಡಲಾಗಿದೆ ಎಂದು ತಿಳಿಸಿದರು. ಸಭೆಯಲ್ಲಿ ಸಂಘದ ಉಪಾಧ್ಯಕ್ಷರು, ನಿರ್ದೇಶಕರಾದ ಮಲ್ಲೇಶಪ್ಪ, ಬಸವರಾಜಪ್ಪ, ರುದ್ರಪ್ಪ, ಶಿವಕುಮಾರ್, ಚಂದ್ರಪ್ಪ, ಮಲ್ಲೇಶ ಸೋಮಣ್ಣನವರ್, ನಾಗರಾಜ, ಶಿವಾನಂದ, ರಾಮಪ್ಪ ಕೆ., ಹನುಮಂತಪ್ಪ ಹಾಗೂ ಸಿಬ್ಬಂದಿ ವರ್ಗದವರು ಸದಸ್ಯರು ಪಾಲ್ಗೊಂಡಿದ್ದರು. <box>1104 1741 1260 1836</box>
adike-col1-head: ಶಿವಮೊಗ್ಗ <box>6 196 38 207</box>
grahana-col4 <box>1128 1022 1260 1342</box>
maitri-col2 <box>200 1824 382 1994</box>
sagara-caption: ಸಾಗರ : ಬಳಸಗೋಡು ಬ್ರಾಹ್ಮಣರ ಮಠದಲ್ಲಿ ಭಾಗವತರ ಮುಕ್ತಿಗೆ ಪ್ರಯುಕ್ತ ವಿಶೇಷ ಧಾರ್ಮಿಕ ಕಾರ್ಯಕ್ರಮಗಳು ಶ್ರೀ ಗುರುಭೀಲಸದ ಶಿವಾಚಾರ್ಯ ಸ್ವಾಮಿಗಳ ಸಾನಿಧ್ಯದಲ್ಲಿ ನಡೆಯಿತು. ಶಂಕರ ಮಠದ ಧರ್ಮಾಧಿಕಾರಿ ಬುಡಕಟ್ಟೆ ಮಹಿಷಮರ್ದನ ಮಠದ ಶಿವಯೋಗೀಶ್ವರ ಸ್ವಾಮಿಗಳು, ಗಣಪತಿ ಕುಮಾರೇಶ್ವರ ಮಠದ ಶ್ರೀ ಕುಮಾರೇಶ್ವರ ಸ್ವಾಮಿಗಳು ಸಾನಿಧ್ಯ ವಹಿಸಿದ್ದರು. ಅಂಚಿನಲ್ಲಿ ಕಾರ್ಯಕ್ರಮದ ಸಂಚಾಲಕರು, ಭಕ್ತರು ಪಾಲ್ಗೊಂಡಿದ್ದರು. <box>920 297 1250 347</box>
vivi-lead: ಶಿವಮೊಗ್ಗ : <box>244 1021 284 1032</box>
adike-row: ರಾಶಿ-49,319-60,311 <box>6 227 86 236</box>
grahana-lead: ಶಿವಮೊಗ್ಗ : <box>642 1023 691 1034</box>
brief-text: ಧರ್ಮಸ್ಥಳ ಮಂಜುನಾಥೇಶ್ವರ ಶಿಕ್ಷಣ ಟ್ರಸ್ಟ್ ಮತ್ತು ಕೆನರಾ ಬ್ಯಾಂಕ್ ಸಹಯೋಗದಲ್ಲಿ ನಡೆಸಲ್ಪಡುತ್ತಿರುವ ರುಡ್‌ಸೆಟ್ ಸಂಸ್ಥೆಯು ಅಣಬೆ ಬೇಸಾಯ (Mushroom Cultivation) ಕುರಿತ 10 ದಿನಗಳ ಉಚಿತ ತರಬೇತಿಯನ್ನು ಅಕ್ಟೋಬರ್ ತಿಂಗಳಲ್ಲಿ ಹಮ್ಮಿಕೊಳ್ಳಲಾಗಿದೆ. ಗ್ರಾಮೀಣ ಬಡ ಯುವಕ-ಯುವತಿಯರು ಅರ್ಜಿ ಸಲ್ಲಿಸಬಹುದಾಗಿದೆ. ಆಸಕ್ತರು 18 ರಿಂದ 45 ವರ್ಷ ವಯೋಮಾನದವರಾಗಿದ್ದು ಸೆ.25 ರೊಳಗೆ ಹೆಸರು ನೋಂದಾಯಿಸಬೇಕು. ಹೆಚ್ಚಿನ ಮಾಹಿತಿಗೆ 9380162042, 9481506564, 9113880324 ಸಂಪರ್ಕಿಸಬಹುದಾಗಿದೆ. <box>6 850 230 959</box>
sanghagala-lead: ಆನವಟ್ಟಿ : <box>788 1625 824 1636</box>
dccb-col1 <box>244 500 474 976</box>
grahana-text4: ಈ ಸಂದರ್ಭದಲ್ಲಿ ಜಿಲ್ಲಾ ಕಸಾಪ ಪದಾಧಿಕಾರಿಗಳಾದ ಎಂ. ನವೀನ್ ಕುಮಾರ್, ಸಂತೋಷ ಬದರಗಲ್ಲ್, ಡಿ. ಗಣೇಶ್, ಪಿ. ಕೆ. ಸತೀಶ್, ಭಾರತೀಶ್, ಆನಂದ ಸೂರ್ಯ, ಹೊಳಲು ಸತೀಶ್, ಎಸ್. ನಾರಾಯಣ, ಮಹಮ್ಮದ್ ಷರೀಫ್, ಮಂಜುನಾಥ, ಶ್ರೀಧರ್, ಸುರೇಶ್, ಕೆ. ವಿ. ಪ್ರಕಾಶ್, ಕೆ.ಎಸ್. ಮಂಜಪ್ಪ, ಭೈರಪ್ಪ ಸೇರಿದಂತೆ ಅನೇಕರು ಪಾಲ್ಗೊಂಡಿದ್ದರು. <box>1128 1023 1260 1146</box>
vivi-text: ಕುವೆಂಪು ವಿವಿ ರಾಷ್ಟ್ರೀಯ ಸೇವಾ ಯೋಜನೆ, ಸಹ್ಯಾದ್ರಿ ವಾಣಿಜ್ಯ ಮತ್ತು ನಿರ್ವಹಣಾ ಕಾಲೇಜು ಇವರ ಸಂಯುಕ್ತ ಆಶ್ರಯದಲ್ಲಿ ಸೆ.9-10 ರಂದು ಎನ್‌ಎಸ್‌ಎಸ್ ಸ್ವಯಂ ಸೇವಕರಿಗೆ ಎರಡು ದಿನಗಳ ವಿ.ವಿ.ಮಟ್ಟದ ನಾಯಕತ್ವ ತರಬೇತಿ ಕಾರ್ಯಾಗಾರ ಆಯೋಜಿಸಲಾಗಿದೆ. ಬೆಳಗ್ಗೆ 10.30ಕ್ಕೆ ಕಾರ್ಯಾಗಾರ ಉದ್ಘಾಟನೆಗೊಳ್ಳಲಿದೆ. ಸಹ್ಯಾದ್ರಿ ವಾಣಿಜ್ಯ ಕಾಲೇಜಿನ ಪ್ರಾಂಶುಪಾಲ ಪ್ರೊ. ಅಧ್ಯಕ್ಷತೆ ವಹಿಸಲಿದ್ದಾರೆ. ಕುವೆಂಪು ವಿವಿ ಕುಲಸಚಿವರು, ಎನ್‌ಎಸ್‌ಎಸ್ ಸಂಯೋಜನಾಧಿಕಾರಿ ಡಾ. ಶುಭಮರವಂತೆ ಉಪಸ್ಥಿತರಿರಲಿದ್ದಾರೆ. ಮಧ್ಯಾಹ್ನ 2.30ಕ್ಕೆ ಯುವಜನರ ನಾಯಕತ್ವ ಕುರಿತು ವಿಚಾರಗೋಷ್ಠಿ ನಡೆಯಲಿದ್ದು, ಸಂಜೆ ಸಾಂಸ್ಕೃತಿಕ ಕಾರ್ಯಕ್ರಮ, ಸೆ.10ರಂದು ಸಮಾರೋಪ ನಡೆಯಲಿದೆ. <box>244 1021 630 1102</box>
brief-text: ಶಿಂಕ ಮೆಸ್ಕಾಂ ಉಪವಿಭಾಗ ಕಚೇರಿಯಲ್ಲಿ ಸೆ. 12 ರಂದು ಬೆಳಗ್ಗೆ 11 ರಿಂದ ಮಧ್ಯಾಹ್ನ 1 ರವರೆಗೆ ಜನಸಂಪರ್ಕ ಸಭೆ ನಡೆಯಲಿದೆ. ಮೆಸ್ಕಾಂನ ಅಧೀಕ್ಷಕ ಅಭಿಯಂತರರು ಸಭೆಯ ಅಧ್ಯಕ್ಷತೆ ವಹಿಸಲಿದ್ದು ಗ್ರಾಹಕರು ತಮ್ಮ ವಿದ್ಯುತ್ ಸಮಸ್ಯೆಗಳ ಬಗ್ಗೆ ದೂರು ಸಲ್ಲಿಸಬಹುದು. ಹೆಚ್ಚಿನ ಮಾಹಿತಿಗಾಗಿ 9480841340 ಸಂಪರ್ಕಿಸಬಹುದಾಗಿದೆ. <box>6 520 230 587</box>
brief-6 <box>6 1334 230 1564</box>
vivi-story <box>244 990 630 1274</box>
sanghagala-col1 <box>788 1624 938 1994</box>
brief-2 <box>6 496 230 646</box>
dccb-press-photo <box>484 506 698 626</box>
adike-title-a: ಅಡಿಕೆ <box>6 167 48 189</box>
adike-row: ಬೆಟ್ಟೆ-56,099-65,600 <box>6 240 87 249</box>
dasara-lead: ಶಿವಮೊಗ್ಗ : <box>622 123 660 134</box>
adike-row: ಕೆಂಪುಗೋಟು-34,899-34,699 <box>116 234 219 243</box>
brief-text: ಆಗುಂಬೆ ಗ್ರಾಮ ಹಾಗೂ ಬಿದರಗೋಡು ಗ್ರಾಮ ವ್ಯಾಪ್ತಿಯ ಆಗಸರ ಕೋಣೆ, ಕಾರೆಕಾಲು, ಜಡ್ಡು ಮನೆ, ಹೆಬ್ಬಣ್ಣು, ಆಗುಂಬೆ, ಉಳುಮಡಿ ಭಾಗದಲ್ಲಿ ಹಾಗೂ ಸುತ್ತಮುತ್ತ ಕಾಡಾನೆ ಸಂಚಾರವಿದ್ದು ಸಾರ್ವಜನಿಕರು ಎಚ್ಚರಿಕೆಯಿಂದ ಇರುವಂತೆ ಅರಣ್ಯ ಇಲಾಖೆ ಪ್ರಕಟಣೆ ತಿಳಿಸಿದೆ. ರೈತರು ತೋಟಗಳಿಗೆ ತೆರಳುವಾಗ ಜಾಗ್ರತೆ ವಹಿಸಬೇಕು. ರಾತ್ರಿ ವೇಳೆ ಒಂಟಿಯಾಗಿ ಸಂಚರಿಸಬಾರದು. <box>6 1145 230 1226</box>
brief-lead: ಶಿವಮೊಗ್ಗ : <box>6 520 45 531</box>
grahana-photo <box>768 1024 1120 1152</box>
brief-4 <box>6 826 230 1102</box>
min-label: ಕನಿಷ್ಠ <box>720 6 738 17</box>
dccb-quote: ಅಪೆಕ್ಸ್ ಬ್ಯಾಂಕ್ ಶೇ.8.5 ರ ಬಡ್ಡಿ ದರದಲ್ಲಿ ಡಿಸಿಸಿ ಬ್ಯಾಂಕ್‌ಗಳಿಗೆ ಸಾಲ ನೀಡುತ್ತದೆ. ಇದನ್ನು ಕೃಷಿ ಸಂಘಗಳಿಗೆ ಶೇ.9ರ ಬಡ್ಡಿ ದರದಲ್ಲಿ ಸಾಲ ನೀಡಲಾಗುತ್ತದೆ. ಕೇಂದ್ರ ಹಾಗೂ ರಾಜ್ಯ ಸರ್ಕಾರ ಶೇ.7 ರಷ್ಟು ಬಡ್ಡಿ ಸಹಾಯಧನ ಬರಲಿದೆ. ಹೀಗಾಗಿ ಶೇ.2 ರಷ್ಟು ಬಡ್ಡಿ ಹೊರೆ ಆಗುತ್ತಿದೆ. ಶೂನ್ಯ ಬಡ್ಡಿ ದರದ ಸಾಲ ನೀಡುವುದರಿಂದ ಹೊರೆಯಾಗುತ್ತಿದೆ. ಸರ್ಕಾರ ಶೂನ್ಯ ಬಡ್ಡಿ ಸಾಲ ಯೋಜನೆಯಿಂದ ರಾಜ್ಯ ಸರ್ಕಾರದಿಂದ ಸುಮಾರು 100 ಕೋಟಿ ರೂ. ಬಾಕಿ ಬ್ಯಾಂಕ್‌ಗೆ ಬರಬೇಕಿದೆ. <box>708 508 933 624</box>
maitri-lead: ಶಿಕಾರಿಪುರ : <box>6 1661 47 1672</box>
sanghagala-col2 <box>946 1624 1096 1994</box>
brief-text: ಜಿಲ್ಲಾ ಹವ್ಯಕ ಸಂಘದ ಸರ್ವ ಸದಸ್ಯರ ವಾರ್ಷಿಕ ಮಹಾಸಭೆ ಸೆ.14 ರಂದು ಸಾಗರ ರಸ್ತೆಯ ಎಂಸಿಎಸ್ ಬಡಾವಣೆಯ ಶ್ರೀ ಸಭಾಭವನದಲ್ಲಿ ನಡೆಯಲಿದೆ. ಅಂದು ಬೆಳಗ್ಗೆ 9.00 ರಿಂದ ನಾಮಪತ್ರ ಸಲ್ಲಿಕೆ ಮತ್ತು ಬೆಳಗ್ಗೆ 10.30 ಕ್ಕೆ ಸಭಾ ಕಾರ್ಯಕ್ರಮ ನಡೆಯಲಿದೆ. ಸಂಘದ ಪದಾಧಿಕಾರಿಗಳ ಚುನಾವಣೆ ಸಹ ನಡೆಯಲಿದ್ದು, ಸದಸ್ಯರು ಪಾಲ್ಗೊಳ್ಳಬೇಕೆಂದು ಕಾರ್ಯದರ್ಶಿ ತಿಳಿಸಿದ್ದಾರೆ. <box>6 670 230 751</box>
grahana-col1 <box>642 1022 760 1342</box>
narayana-story <box>950 400 1260 978</box>
